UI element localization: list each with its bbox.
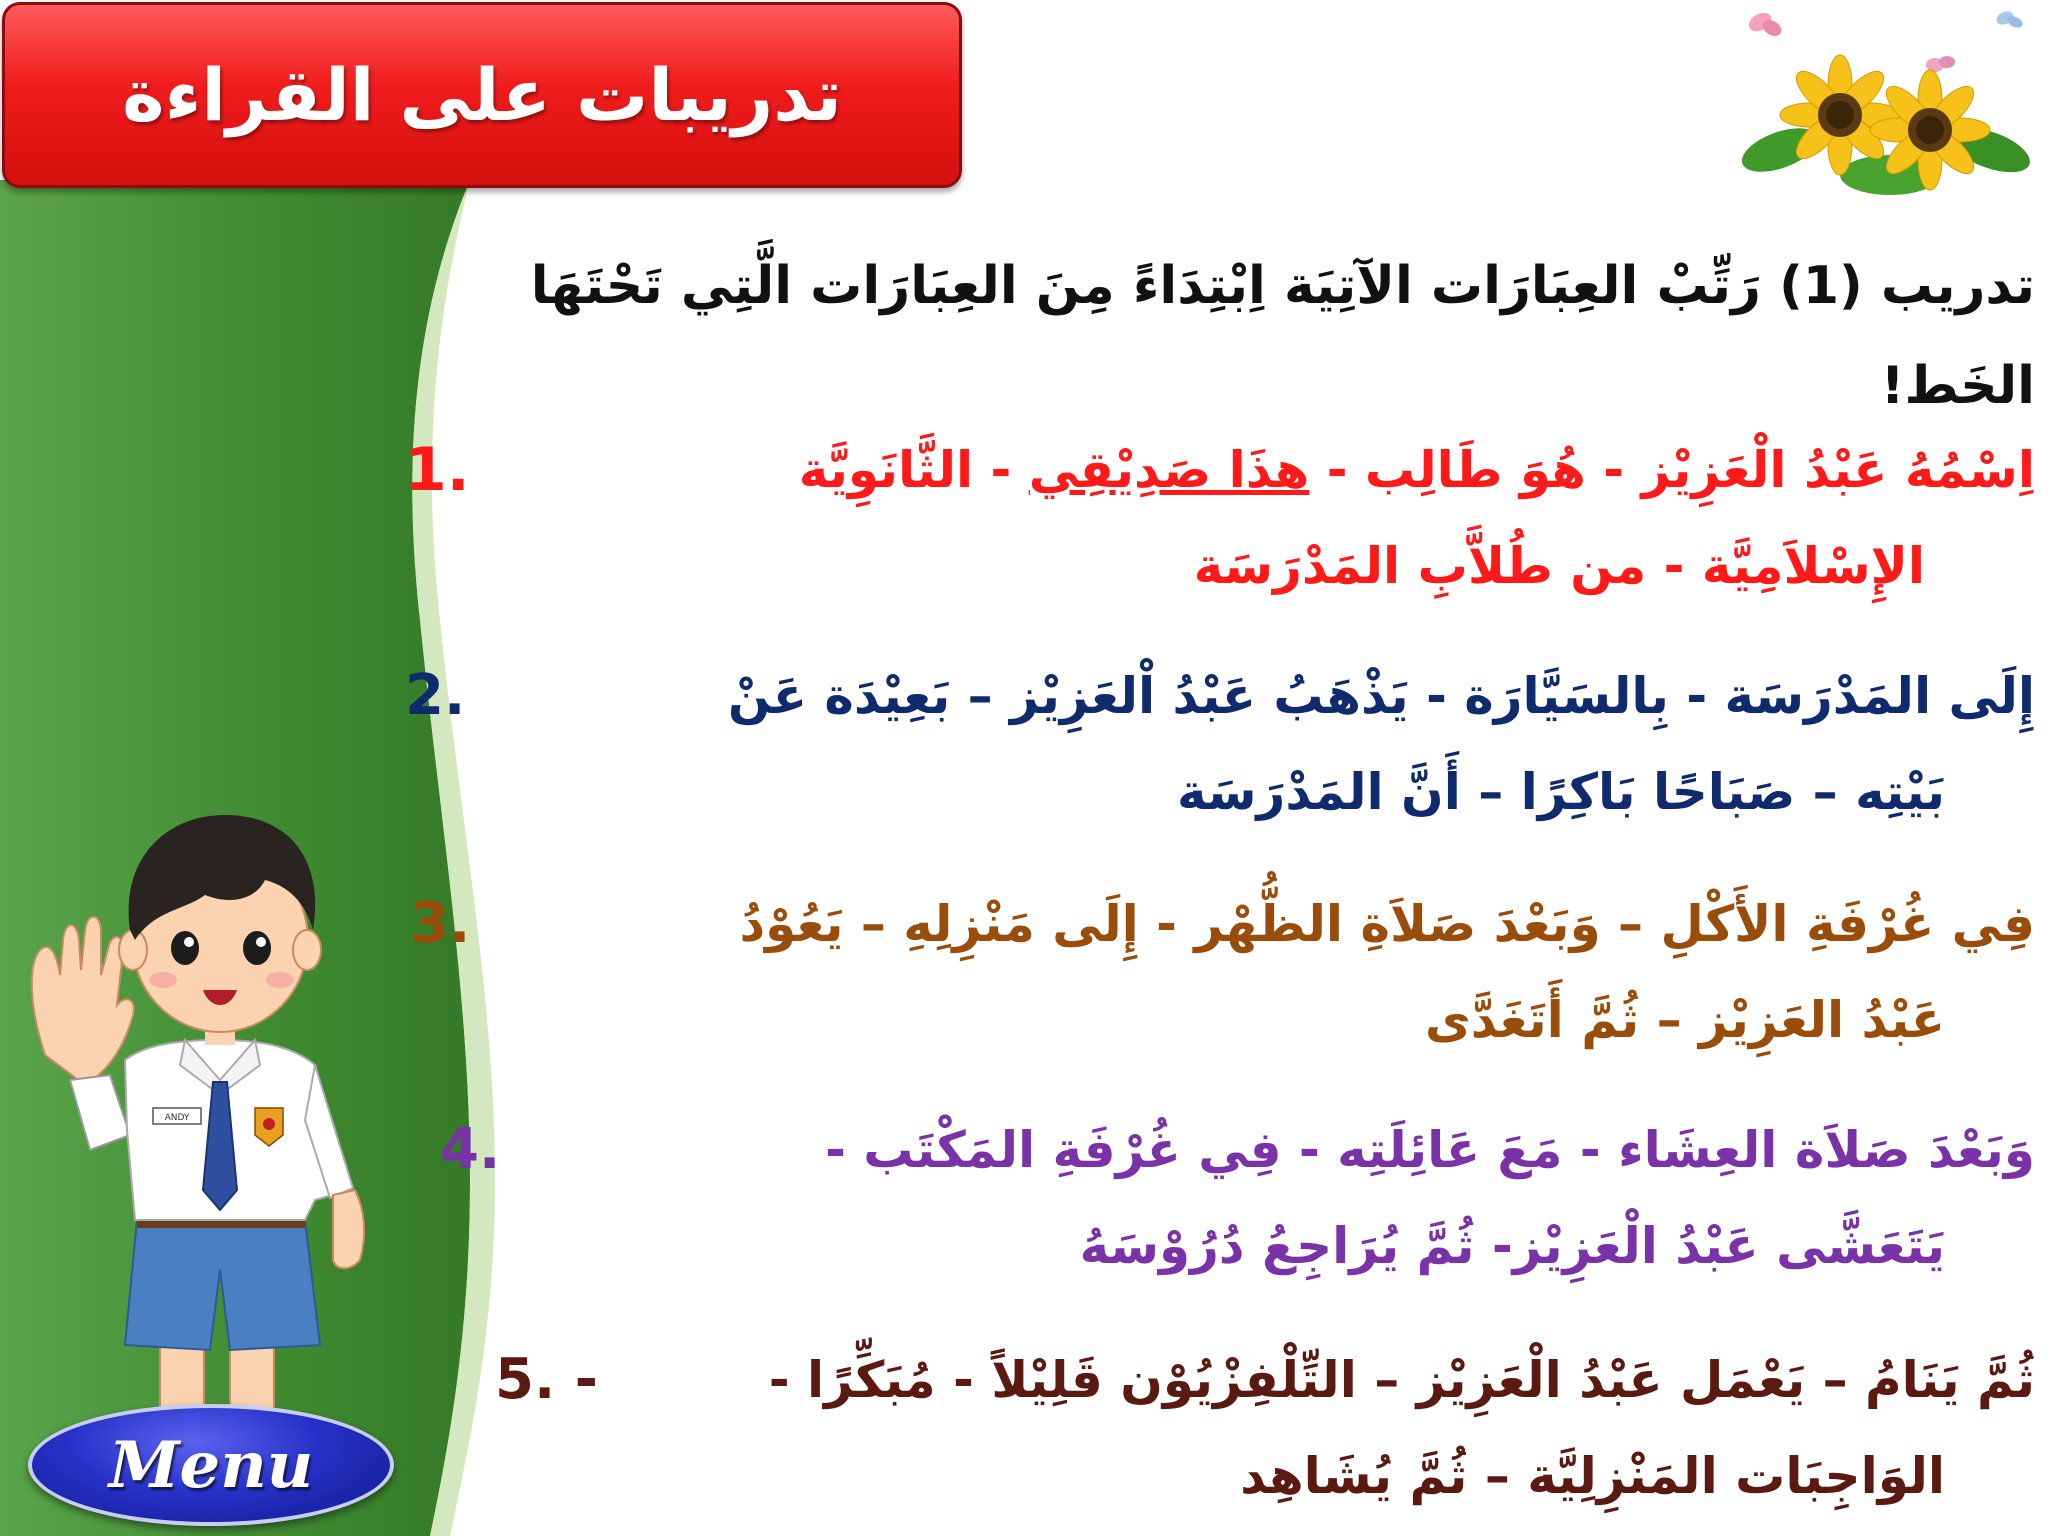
sunflower-icon (1870, 70, 1990, 190)
underlined-phrase: هذَا صَدِيْقِي (1028, 441, 1310, 499)
item-line-2: يَتَعَشَّى عَبْدُ الْعَزِيْز- ثُمَّ يُرَاجِعُ دُرُوْسَهُ (1079, 1217, 1945, 1275)
svg-text:ANDY: ANDY (164, 1113, 190, 1123)
item-number: 3. (410, 891, 471, 956)
instruction-line-2: الخَط! (1880, 356, 2035, 416)
name-badge (153, 1108, 201, 1124)
item-line-1: إِلَى المَدْرَسَة - بِالسَيَّارَة - يَذْهَبُ عَبْدُ اْلعَزِيْز – بَعِيْدَة عَنْ (727, 667, 2035, 725)
instruction-line-1: تدريب (1) رَتِّبْ العِبَارَات الآتِيَة اِبْتِدَاءً مِنَ العِبَارَات الَّتِي تَحْتَهَا (530, 256, 2035, 316)
item-line-1: وَبَعْدَ صَلاَة العِشَاء - مَعَ عَائِلَتِه - فِي غُرْفَةِ المَكْتَب - (825, 1121, 2035, 1179)
exercise-item-3 (390, 876, 2035, 1076)
item-line-1: فِي غُرْفَةِ الأَكْلِ – وَبَعْدَ صَلاَةِ الظُّهْر - إِلَى مَنْزِلِهِ – يَعُوْدُ (739, 895, 2035, 953)
butterfly-icon (1746, 9, 1785, 39)
item-line-2: بَيْتِه – صَبَاحًا بَاكِرًا – أَنَّ المَدْرَسَة (1177, 763, 1945, 821)
item-line-2: عَبْدُ العَزِيْز – ثُمَّ أَتَغَدَّى (1424, 991, 1945, 1049)
item-line-1: ثُمَّ يَنَامُ – يَعْمَل عَبْدُ الْعَزِيْز – التِّلْفِزْيُوْن قَلِيْلاً - مُبَكِّرًا - (768, 1351, 2035, 1409)
title-banner (2, 2, 962, 188)
menu-button[interactable] (28, 1404, 394, 1526)
exercise-item-2 (390, 648, 2035, 848)
exercise-item-4 (390, 1102, 2035, 1302)
page-title: تدريبات على القراءة (122, 53, 842, 137)
item-number: 5. - (495, 1347, 598, 1412)
item-number: 1. (405, 435, 470, 505)
exercise-item-1 (390, 422, 2035, 622)
item-line-2: الوَاجِبَات المَنْزِلِيَّة – ثُمَّ يُشَاهِد (1240, 1447, 1945, 1505)
menu-button-label: Menu (108, 1427, 314, 1503)
item-number: 2. (405, 663, 466, 728)
exercise-instruction (455, 236, 2035, 436)
item-line-1: اِسْمُهُ عَبْدُ الْعَزِيْز - هُوَ طَالِب - هذَا صَدِيْقِي - الثَّانَوِيَّة (798, 441, 2035, 499)
exercise-item-5 (390, 1332, 2035, 1532)
item-number: 4. (440, 1117, 501, 1182)
item-line-2: الإِسْلاَمِيَّة - من طُلاَّبِ المَدْرَسَة (1193, 537, 1925, 595)
student-illustration (15, 790, 375, 1440)
butterfly-icon (1994, 9, 2024, 30)
sunflower-decoration (1740, 0, 2040, 205)
sunflower-icon (1780, 55, 1900, 175)
